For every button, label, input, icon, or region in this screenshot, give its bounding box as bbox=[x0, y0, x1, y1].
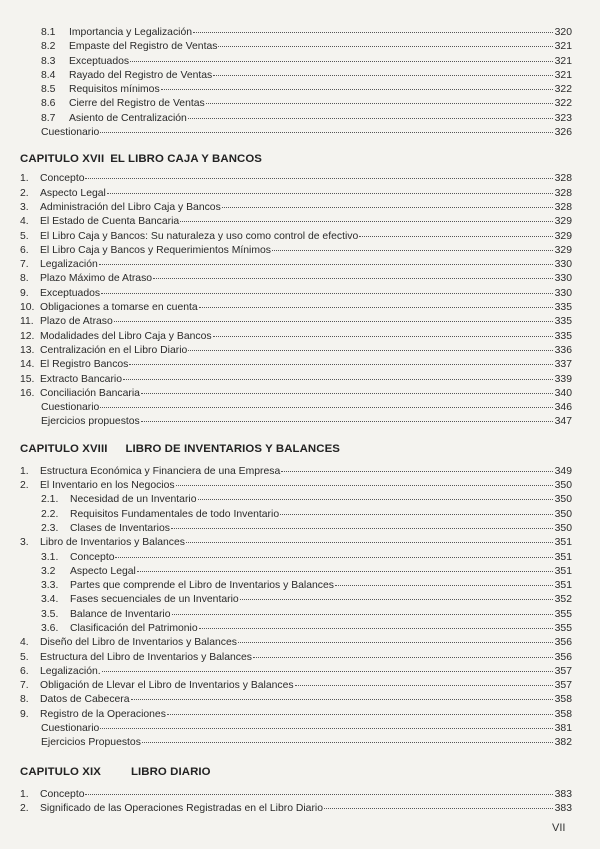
dot-leader bbox=[193, 22, 553, 33]
entry-page-number: 330 bbox=[554, 273, 572, 285]
entry-number: 4. bbox=[20, 216, 29, 228]
entry-title: Importancia y Legalización bbox=[69, 27, 193, 38]
entry-page-number: 383 bbox=[554, 788, 572, 800]
dot-leader bbox=[359, 226, 553, 237]
entry-number: 5. bbox=[20, 651, 29, 663]
entry-number: 3. bbox=[20, 537, 29, 549]
dot-leader bbox=[238, 632, 553, 643]
dot-leader bbox=[142, 732, 553, 743]
entry-page-number: 346 bbox=[554, 402, 572, 414]
entry-page-number: 356 bbox=[554, 651, 572, 663]
entry-number: 16. bbox=[20, 387, 35, 399]
entry-title: Estructura del Libro de Inventarios y Balances bbox=[40, 651, 252, 663]
entry-number: 6. bbox=[20, 665, 29, 677]
entry-title: Fases secuenciales de un Inventario bbox=[70, 594, 239, 606]
entry-page-number: 349 bbox=[554, 465, 572, 477]
dot-leader bbox=[324, 798, 553, 809]
entry-title: Aspecto Legal bbox=[70, 565, 136, 577]
entry-title: Diseño del Libro de Inventarios y Balances bbox=[40, 637, 237, 649]
entry-number: 2.3. bbox=[41, 522, 59, 534]
chapter-title: EL LIBRO CAJA Y BANCOS bbox=[110, 153, 262, 166]
dot-leader bbox=[240, 589, 553, 600]
entry-number: 13. bbox=[20, 344, 35, 356]
entry-title: Cuestionario bbox=[41, 723, 100, 735]
entry-page-number: 357 bbox=[554, 680, 572, 692]
entry-number: 5. bbox=[20, 230, 29, 242]
toc-entry[interactable] bbox=[20, 800, 572, 814]
entry-title: Libro de Inventarios y Balances bbox=[40, 537, 185, 549]
entry-page-number: 328 bbox=[554, 173, 572, 185]
entry-page-number: 351 bbox=[554, 580, 572, 592]
entry-page-number: 330 bbox=[554, 287, 572, 299]
entry-page-number: 328 bbox=[554, 201, 572, 213]
dot-leader bbox=[85, 784, 553, 795]
dot-leader bbox=[253, 647, 553, 658]
entry-page-number: 356 bbox=[554, 637, 572, 649]
entry-title: Conciliación Bancaria bbox=[40, 387, 140, 399]
dot-leader bbox=[171, 518, 553, 529]
entry-title: Cuestionario bbox=[41, 127, 100, 139]
dot-leader bbox=[100, 397, 553, 408]
entry-title: Centralización en el Libro Diario bbox=[40, 344, 188, 356]
entry-number: 8.7 bbox=[41, 112, 56, 124]
entry-page-number: 326 bbox=[554, 127, 572, 139]
entry-number: 8.6 bbox=[41, 98, 56, 110]
entry-title: Necesidad de un Inventario bbox=[70, 494, 197, 506]
entry-number: 1. bbox=[20, 173, 29, 185]
entry-title: Concepto bbox=[40, 173, 85, 185]
entry-number: 8. bbox=[20, 273, 29, 285]
dot-leader bbox=[199, 618, 553, 629]
entry-page-number: 335 bbox=[554, 316, 572, 328]
entry-page-number: 335 bbox=[554, 330, 572, 342]
entry-title: Legalización. bbox=[40, 665, 101, 677]
chapter-title: LIBRO DIARIO bbox=[130, 765, 211, 778]
entry-title: Datos de Cabecera bbox=[40, 694, 130, 706]
chapter-number: CAPITULO XVIII bbox=[20, 442, 108, 455]
entry-page-number: 330 bbox=[554, 259, 572, 271]
entry-number: 9. bbox=[20, 708, 29, 720]
entry-title: Balance de Inventario bbox=[70, 608, 171, 620]
entry-page-number: 351 bbox=[554, 565, 572, 577]
entry-number: 2.2. bbox=[41, 508, 59, 520]
entry-title: Clasificación del Patrimonio bbox=[70, 622, 198, 634]
page-folio: VII bbox=[552, 822, 566, 834]
entry-number: 3.6. bbox=[41, 622, 59, 634]
dot-leader bbox=[188, 108, 553, 119]
dot-leader bbox=[137, 561, 553, 572]
entry-title: El Registro Bancos bbox=[40, 359, 129, 371]
entry-number: 8.2 bbox=[41, 41, 56, 53]
entry-title: Empaste del Registro de Ventas bbox=[69, 41, 218, 53]
dot-leader bbox=[107, 183, 553, 194]
entry-page-number: 323 bbox=[554, 112, 572, 124]
entry-number: 3.4. bbox=[41, 594, 59, 606]
entry-title: Legalización bbox=[40, 259, 98, 271]
entry-title: Cierre del Registro de Ventas bbox=[69, 98, 205, 110]
entry-page-number: 358 bbox=[554, 694, 572, 706]
entry-number: 3. bbox=[20, 201, 29, 213]
entry-page-number: 355 bbox=[554, 622, 572, 634]
entry-title: Obligaciones a tomarse en cuenta bbox=[40, 302, 198, 314]
entry-page-number: 355 bbox=[554, 608, 572, 620]
dot-leader bbox=[222, 197, 553, 208]
entry-number: 2. bbox=[20, 802, 29, 814]
entry-title: Obligación de Llevar el Libro de Inventarios y Balances bbox=[40, 680, 294, 692]
entry-title: Plazo Máximo de Atraso bbox=[40, 273, 153, 285]
entry-page-number: 329 bbox=[554, 244, 572, 256]
dot-leader bbox=[114, 311, 553, 322]
entry-number: 3.3. bbox=[41, 580, 59, 592]
entry-number: 9. bbox=[20, 287, 29, 299]
entry-number: 2.1. bbox=[41, 494, 59, 506]
entry-number: 2. bbox=[20, 480, 29, 492]
table-of-contents bbox=[20, 24, 572, 814]
chapter-heading bbox=[20, 441, 572, 457]
dot-leader bbox=[129, 354, 553, 365]
entry-page-number: 350 bbox=[554, 522, 572, 534]
entry-title: Aspecto Legal bbox=[40, 187, 106, 199]
entry-page-number: 322 bbox=[554, 84, 572, 96]
dot-leader bbox=[281, 461, 553, 472]
chapter-title: LIBRO DE INVENTARIOS Y BALANCES bbox=[125, 442, 340, 455]
entry-title: Concepto bbox=[70, 551, 115, 563]
entry-title: Requisitos Fundamentales de todo Inventario bbox=[70, 508, 280, 520]
entry-number: 8. bbox=[20, 694, 29, 706]
dot-leader bbox=[272, 240, 553, 251]
chapter-number: CAPITULO XVII bbox=[20, 153, 105, 166]
entry-title: Extracto Bancario bbox=[40, 373, 123, 385]
entry-title: Ejercicios Propuestos bbox=[41, 737, 141, 749]
entry-title: Clases de Inventarios bbox=[70, 522, 170, 534]
entry-page-number: 381 bbox=[554, 723, 572, 735]
entry-title: Partes que comprende el Libro de Inventarios y Balances bbox=[70, 580, 334, 592]
entry-title: Plazo de Atraso bbox=[40, 316, 113, 328]
entry-title: El Libro Caja y Bancos: Su naturaleza y uso como control de efectivo bbox=[40, 230, 359, 242]
entry-page-number: 337 bbox=[554, 359, 572, 371]
dot-leader bbox=[186, 532, 553, 543]
dot-leader bbox=[218, 36, 553, 47]
entry-title: Administración del Libro Caja y Bancos bbox=[40, 201, 221, 213]
entry-title: Ejercicios propuestos bbox=[41, 416, 140, 428]
entry-title: Estructura Económica y Financiera de una Empresa bbox=[40, 465, 281, 477]
entry-number: 3.5. bbox=[41, 608, 59, 620]
dot-leader bbox=[131, 689, 553, 700]
entry-page-number: 352 bbox=[554, 594, 572, 606]
entry-page-number: 329 bbox=[554, 216, 572, 228]
dot-leader bbox=[206, 93, 553, 104]
dot-leader bbox=[167, 704, 553, 715]
entry-page-number: 350 bbox=[554, 480, 572, 492]
dot-leader bbox=[213, 326, 553, 337]
entry-title: Asiento de Centralización bbox=[69, 112, 187, 124]
entry-page-number: 336 bbox=[554, 344, 572, 356]
entry-number: 1. bbox=[20, 465, 29, 477]
entry-number: 7. bbox=[20, 680, 29, 692]
entry-title: Registro de la Operaciones bbox=[40, 708, 166, 720]
entry-page-number: 347 bbox=[554, 416, 572, 428]
entry-number: 11. bbox=[20, 316, 34, 328]
entry-page-number: 335 bbox=[554, 302, 572, 314]
toc-entry[interactable] bbox=[20, 734, 572, 748]
entry-page-number: 382 bbox=[554, 737, 572, 749]
dot-leader bbox=[123, 369, 553, 380]
dot-leader bbox=[335, 575, 553, 586]
entry-title: El Inventario en los Negocios bbox=[40, 480, 175, 492]
dot-leader bbox=[85, 168, 553, 179]
dot-leader bbox=[141, 383, 553, 394]
dot-leader bbox=[102, 661, 553, 672]
chapter-number: CAPITULO XIX bbox=[20, 765, 101, 778]
dot-leader bbox=[115, 547, 553, 558]
entry-title: Significado de las Operaciones Registradas en el Libro Diario bbox=[40, 802, 324, 814]
entry-page-number: 321 bbox=[554, 55, 572, 67]
entry-title: Requisitos mínimos bbox=[69, 84, 160, 96]
dot-leader bbox=[100, 718, 553, 729]
entry-title: El Libro Caja y Bancos y Requerimientos Mínimos bbox=[40, 244, 271, 256]
entry-page-number: 340 bbox=[554, 387, 572, 399]
dot-leader bbox=[141, 411, 553, 422]
dot-leader bbox=[213, 65, 553, 76]
dot-leader bbox=[180, 211, 553, 222]
dot-leader bbox=[99, 254, 553, 265]
entry-number: 1. bbox=[20, 788, 29, 800]
entry-number: 2. bbox=[20, 187, 29, 199]
toc-entry[interactable] bbox=[20, 413, 572, 427]
entry-title: Modalidades del Libro Caja y Bancos bbox=[40, 330, 212, 342]
dot-leader bbox=[161, 79, 553, 90]
entry-number: 14. bbox=[20, 359, 35, 371]
entry-page-number: 357 bbox=[554, 665, 572, 677]
entry-number: 15. bbox=[20, 373, 35, 385]
entry-page-number: 383 bbox=[554, 802, 572, 814]
entry-number: 8.3 bbox=[41, 55, 56, 67]
entry-page-number: 328 bbox=[554, 187, 572, 199]
entry-number: 7. bbox=[20, 259, 29, 271]
entry-number: 3.1. bbox=[41, 551, 59, 563]
entry-page-number: 322 bbox=[554, 98, 572, 110]
dot-leader bbox=[176, 475, 553, 486]
dot-leader bbox=[153, 268, 553, 279]
dot-leader bbox=[188, 340, 553, 351]
toc-entry[interactable] bbox=[20, 124, 572, 138]
dot-leader bbox=[101, 283, 553, 294]
entry-page-number: 350 bbox=[554, 508, 572, 520]
dot-leader bbox=[198, 489, 553, 500]
entry-number: 10. bbox=[20, 302, 35, 314]
entry-page-number: 351 bbox=[554, 537, 572, 549]
entry-page-number: 321 bbox=[554, 69, 572, 81]
entry-number: 8.5 bbox=[41, 84, 56, 96]
entry-number: 12. bbox=[20, 330, 35, 342]
entry-page-number: 321 bbox=[554, 41, 572, 53]
entry-title: Exceptuados bbox=[40, 287, 101, 299]
dot-leader bbox=[172, 604, 553, 615]
entry-page-number: 351 bbox=[554, 551, 572, 563]
chapter-heading bbox=[20, 151, 572, 167]
entry-number: 4. bbox=[20, 637, 29, 649]
entry-title: El Estado de Cuenta Bancaria bbox=[40, 216, 180, 228]
dot-leader bbox=[130, 51, 553, 62]
dot-leader bbox=[295, 675, 553, 686]
entry-number: 3.2 bbox=[41, 565, 56, 577]
entry-number: 8.1 bbox=[41, 27, 56, 38]
entry-title: Exceptuados bbox=[69, 55, 130, 67]
entry-page-number: 329 bbox=[554, 230, 572, 242]
entry-number: 8.4 bbox=[41, 69, 56, 81]
entry-number: 6. bbox=[20, 244, 29, 256]
entry-title: Rayado del Registro de Ventas bbox=[69, 69, 213, 81]
dot-leader bbox=[199, 297, 553, 308]
entry-page-number: 350 bbox=[554, 494, 572, 506]
entry-title: Cuestionario bbox=[41, 402, 100, 414]
chapter-heading bbox=[20, 764, 572, 780]
dot-leader bbox=[100, 122, 553, 133]
dot-leader bbox=[280, 504, 553, 515]
entry-page-number: 339 bbox=[554, 373, 572, 385]
entry-title: Concepto bbox=[40, 788, 85, 800]
entry-page-number: 358 bbox=[554, 708, 572, 720]
entry-page-number: 320 bbox=[554, 27, 572, 38]
